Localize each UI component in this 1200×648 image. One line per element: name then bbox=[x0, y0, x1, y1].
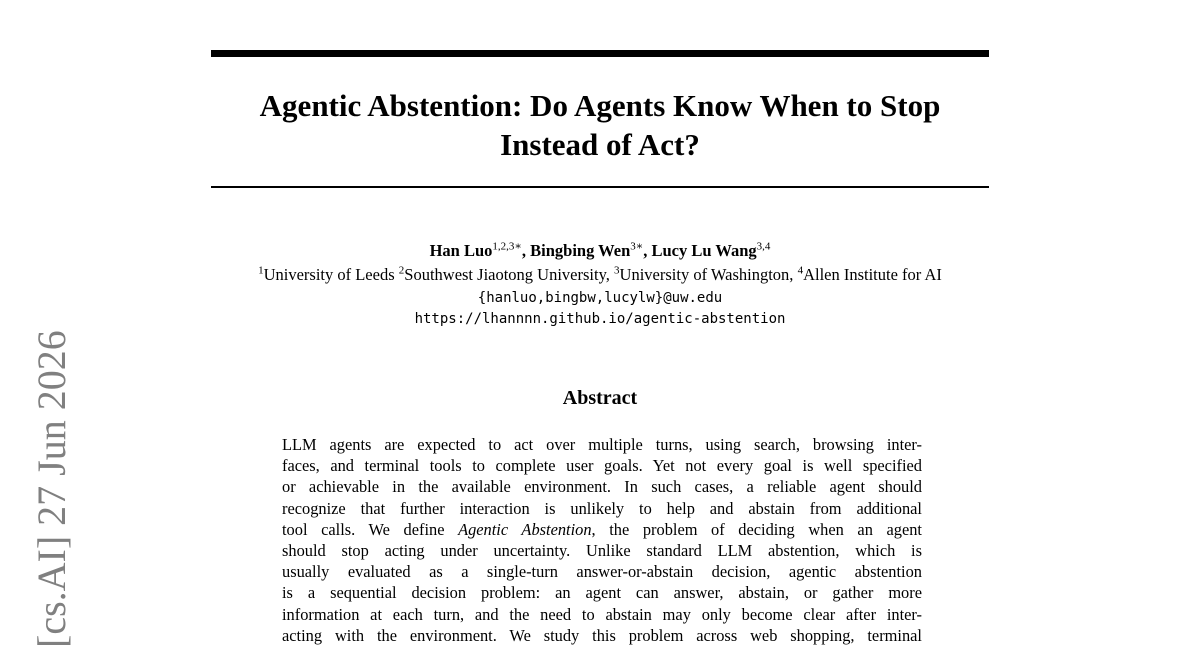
abstract-line: tool calls. We define Agentic Abstention, the problem of deciding when an agent bbox=[282, 519, 922, 539]
equal-contribution-mark: ∗ bbox=[514, 240, 522, 253]
affiliation-mark: 2 bbox=[398, 264, 405, 277]
abstract-line: should stop acting under uncertainty. Unlike standard LLM abstention, which is bbox=[282, 541, 922, 561]
arxiv-side-stamp: [cs.AI] 27 Jun 2026 bbox=[29, 330, 74, 648]
author-list: Han Luo$^{1,2,3∗}$, Bingbing Wen$^{3∗}$, Lucy Lu Wang$^{3,4}$ bbox=[429, 240, 771, 260]
author-emails[interactable]: {hanluo,bingbw,lucylw}@uw.edu bbox=[477, 290, 723, 306]
abstract-line: acting with the environment. We study this problem across web shopping, terminal bbox=[282, 625, 922, 645]
abstract-line: LLM agents are expected to act over multiple turns, using search, browsing inter- bbox=[282, 435, 922, 454]
affiliation-name: Southwest Jiaotong University, bbox=[404, 265, 615, 284]
defined-term: Agentic Abstention bbox=[458, 519, 592, 539]
title-bottom-rule bbox=[211, 186, 989, 188]
affiliation-mark: 4 bbox=[797, 264, 804, 277]
author-affiliation-marks: 3 bbox=[630, 240, 636, 253]
abstract-line: information at each turn, and the need to abstain may only become clear after inter- bbox=[282, 604, 922, 624]
abstract-heading: Abstract bbox=[562, 387, 638, 409]
affiliation-mark: 3 bbox=[614, 264, 620, 277]
equal-contribution-mark: ∗ bbox=[635, 240, 644, 253]
paper-title-line-1: Agentic Abstention: Do Agents Know When to Stop bbox=[259, 88, 941, 123]
affiliation-name: University of Washington, bbox=[619, 265, 798, 284]
paper-title bbox=[211, 86, 989, 164]
project-url-link[interactable]: https://lhannnn.github.io/agentic-abstention bbox=[414, 311, 786, 327]
abstract-line: faces, and terminal tools to complete user goals. Yet not every goal is well specified bbox=[282, 456, 922, 476]
author-affiliation-marks: 1,2,3 bbox=[492, 240, 515, 253]
affiliation-mark: 1 bbox=[258, 264, 264, 277]
affiliation-list bbox=[100, 264, 1100, 286]
abstract-body bbox=[282, 434, 922, 646]
affiliation-name: University of Leeds bbox=[263, 265, 399, 284]
abstract-line: or achievable in the available environment. In such cases, a reliable agent should bbox=[282, 477, 922, 497]
paper-title-line-2: Instead of Act? bbox=[500, 127, 700, 162]
author-affiliation-marks: 3,4 bbox=[756, 240, 771, 253]
abstract-line: recognize that further interaction is unlikely to help and abstain from additional bbox=[282, 498, 922, 518]
author-name: Bingbing Wen bbox=[530, 241, 631, 260]
author-name: Han Luo bbox=[429, 241, 493, 260]
author-name: Lucy Lu Wang bbox=[651, 241, 757, 260]
abstract-line: usually evaluated as a single-turn answer-or-abstain decision, agentic abstention bbox=[282, 562, 922, 582]
abstract-line: is a sequential decision problem: an agent can answer, abstain, or gather more bbox=[282, 583, 922, 603]
title-top-rule bbox=[211, 50, 989, 57]
affiliation-name: Allen Institute for AI bbox=[803, 265, 942, 284]
